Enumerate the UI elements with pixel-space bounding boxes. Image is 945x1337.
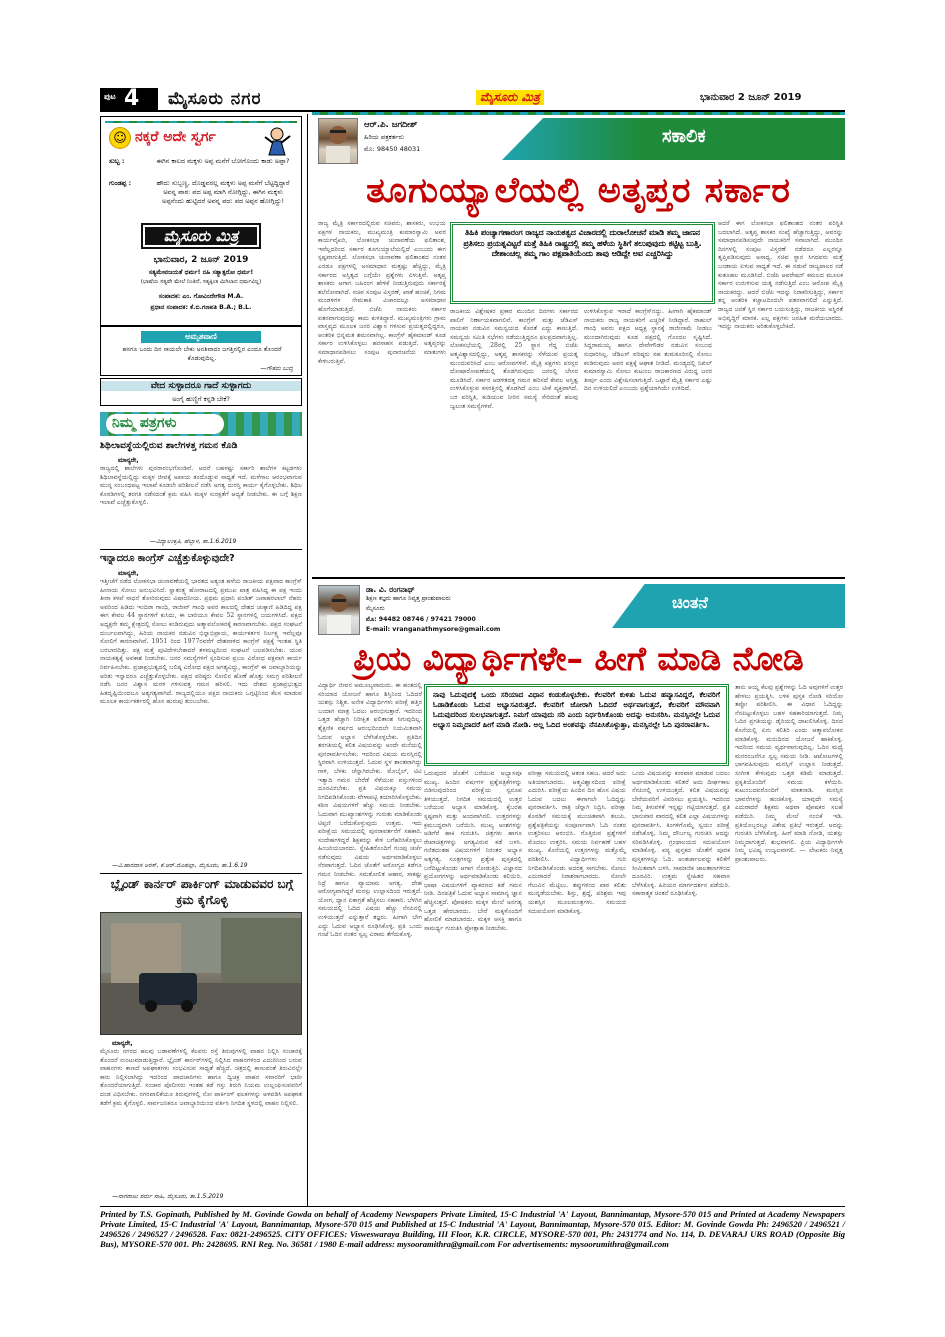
letter-3-salute: ಮಾನ್ಯರೇ, (112, 1039, 133, 1047)
letter-1-signature: —ವಿದ್ಯಾಲಂಕೃತಿ, ಹೆಬ್ಬಾಳ, ತಾ.1.6.2019 (150, 538, 237, 545)
footer-rule (100, 1206, 845, 1207)
letter-2-salute: ಮಾನ್ಯರೇ, (118, 569, 139, 577)
sakalika-pull-quote: ತಿಹಿಕಿ ಪಂಚ್ಯಾಗಣಾರಂಗ ರಾಜ್ಯದ ನಾಯಕತ್ವದ ವಿಚಾರದಲ್ಲಿ ದುರಾಲೋಚನೆ ಮಾಡಿ ತಮ್ಮ ಜಾಣನ ಪ್ರತಿಸಲು ಪ್ರಯತ್ನವಿಟ್ಟರೆ ಮತ್ತೆ ತಿಹಿಕಿ ರಾಷ್ಟ್ರದಲ್ಲಿ ತಮ್ಮ ಹಳೆಯ ಸ್ಥಿತಿಗೆ ತಲುಪುವುದು ಕಟ್ಟಿಟ್ಟ ಬುತ್ತಿ. ದೇಶಾಂಚಲ್ಲ ತಮ್ಮ ಗಾಂ ಪಕ್ಷಪಾತಿಯೆಂದು ತಾವು ಆಡಿದ್ದೇ ಅವ ಎಚ್ಚರಿಸಿದ್ದು (450, 222, 715, 304)
issue-date: ಭಾನುವಾರ, 2 ಜೂನ್ 2019 (153, 255, 249, 265)
sakalika-headline: ತೂಗುಯ್ಯಾಲೆಯಲ್ಲಿ ಅತೃಪ್ತರ ಸರ್ಕಾರ (366, 171, 791, 211)
section-divider (312, 577, 845, 579)
proverb-box (100, 378, 302, 406)
chief-editor-line: ಪ್ರಧಾನ ಸಂಪಾದಕ: ಕೆ.ಬಿ.ಗಣಪತಿ B.A.; B.L. (150, 304, 252, 311)
chintane-author-role: ಶಿಕ್ಷಣ ತಜ್ಞರು ಹಾಗೂ ನಿವೃತ್ತ ಪ್ರಾಂಶುಪಾಲರು (366, 595, 451, 602)
author-photo-1 (318, 118, 358, 164)
sakalika-col4: ಆದರೆ ಈಗ ಲೋಕಸಭಾ ಫಲಿತಾಂಶದ ನಂತರ ಪರಿಸ್ಥಿತಿ ಬದಲಾಗಿದೆ. ಅತೃಪ್ತ ಶಾಸಕರ ಸಂಖ್ಯೆ ಹೆಚ್ಚಾಗುತ್ತಿದ್ದು, ಅವರನ್ನು ಸಮಾಧಾನಪಡಿಸುವುದೇ ನಾಯಕರಿಗೆ ಸವಾಲಾಗಿದೆ. ಮುಂದಿನ ದಿನಗಳಲ್ಲಿ ಸಂಪುಟ ವಿಸ್ತರಣೆ ನಡೆದರೂ ಎಲ್ಲರನ್ನೂ ತೃಪ್ತಿಪಡಿಸುವುದು ಅಸಾಧ್ಯ. ಸಚಿವ ಸ್ಥಾನ ಸಿಗದವರು ಮತ್ತೆ ಬಂಡಾಯ ಏಳುವ ಸಾಧ್ಯತೆ ಇದೆ. ಈ ನಡುವೆ ರಾಜ್ಯಪಾಲರ ನಡೆ ಕುತೂಹಲ ಮೂಡಿಸಿದೆ. ಬಿಜೆಪಿ ಆಪರೇಷನ್ ಕಮಲದ ಮೂಲಕ ಸರ್ಕಾರ ಉರುಳಿಸುವ ಯತ್ನ ನಡೆಸುತ್ತಿದೆ ಎಂಬ ಆರೋಪ ಮೈತ್ರಿ ನಾಯಕರದ್ದು. ಆದರೆ ಬಿಜೆಪಿ ಇದನ್ನು ನಿರಾಕರಿಸುತ್ತಿದ್ದು, ಸರ್ಕಾರ ತನ್ನ ಆಂತರಿಕ ಕಚ್ಚಾಟದಿಂದಲೇ ಪತನವಾಗಲಿದೆ ಎನ್ನುತ್ತಿದೆ. ರಾಜ್ಯದ ಜನತೆ ಸ್ಥಿರ ಸರ್ಕಾರ ಬಯಸುತ್ತಿದ್ದು, ರಾಜಕೀಯ ಅಸ್ಥಿರತೆ ಅಭಿವೃದ್ಧಿಗೆ ಮಾರಕ. ಎಲ್ಲ ಪಕ್ಷಗಳು ಜನಹಿತ ಮರೆಯಬಾರದು. ಇದನ್ನು ನಾಯಕರು ಅರಿತುಕೊಳ್ಳಬೇಕಿದೆ. (718, 220, 843, 331)
chintane-column-tab (612, 584, 845, 628)
joke-box-stripe (105, 121, 297, 123)
chintane-author-name: ಡಾ. ವಿ. ರಂಗನಾಥ್ (366, 585, 415, 594)
tagline-translation: (ಭಾಷೆಯ ಸತ್ಯವೇ ಮೇಲೆ ನಿಂತಿದೆ, ಸತ್ಯಕ್ಕಿಂತ ಮಿಗಿಲಾದ ಧರ್ಮವಿಲ್ಲ) (140, 279, 262, 285)
letter-1-headline: ಶಿಥಿಲಾವಸ್ಥೆಯಲ್ಲಿರುವ ಶಾಲೆಗಳತ್ತ ಗಮನ ಕೊಡಿ (100, 440, 238, 451)
sakalika-author-name: ಆರ್.ಪಿ. ಜಗದೀಶ್ (364, 120, 418, 130)
tagline: ಸತ್ಯಮೇವಜಯತೆ ಧರ್ಮ! ನಹಿ ಸತ್ಯಾತ್ಪರೋ ಧರ್ಮ! (148, 269, 254, 276)
page-label: ಪುಟ (104, 92, 116, 101)
masthead-paper-logo: ಮೈಸೂರು ಮಿತ್ರ (476, 90, 544, 105)
letter-1-salute: ಮಾನ್ಯರೇ, (118, 456, 139, 464)
chintane-header (312, 580, 845, 638)
sakalika-header-stripe (312, 112, 845, 115)
chintane-headline: ಪ್ರಿಯ ವಿದ್ಯಾರ್ಥಿಗಳೇ– ಹೀಗೆ ಮಾಡಿ ನೋಡಿ (353, 639, 804, 678)
laughing-face-icon: ☺ (109, 127, 131, 149)
letter-3-body: ಮೈಸೂರು ನಗರದ ಹಲವು ಬಡಾವಣೆಗಳಲ್ಲಿ ಕೆಲವರು ರಸ್ತೆ ತಿರುವುಗಳಲ್ಲಿ ವಾಹನ ನಿಲ್ಲಿಸಿ ಸಂಚಾರಕ್ಕೆ ತೊಂದರೆ ಉಂಟುಮಾಡುತ್ತಿದ್ದಾರೆ. ಬ್ಲೈಂಡ್ ಕಾರ್ನರ್‌ಗಳಲ್ಲಿ ನಿಲ್ಲಿಸಿದ ವಾಹನಗಳಿಂದ ಎದುರಿನಿಂದ ಬರುವ ವಾಹನಗಳು ಕಾಣದೆ ಅಪಘಾತಗಳು ಸಂಭವಿಸುವ ಸಾಧ್ಯತೆ ಹೆಚ್ಚಿದೆ. ಚಿತ್ರದಲ್ಲಿ ಕಾಣುವಂತೆ ತಿರುವಿನಲ್ಲೇ ಕಾರು ನಿಲ್ಲಿಸಲಾಗಿದ್ದು ಇದರಿಂದ ಪಾದಚಾರಿಗಳು ಹಾಗೂ ದ್ವಿಚಕ್ರ ವಾಹನ ಸವಾರರಿಗೆ ಭಾರೀ ತೊಂದರೆಯಾಗುತ್ತಿದೆ. ಸಂಚಾರ ಪೊಲೀಸರು ಇಂತಹ ಕಡೆ ಗಸ್ತು ತಿರುಗಿ ನಿಯಮ ಉಲ್ಲಂಘಿಸುವವರಿಗೆ ದಂಡ ವಿಧಿಸಬೇಕು. ನಗರಪಾಲಿಕೆಯೂ ತಿರುವುಗಳಲ್ಲಿ ನೋ ಪಾರ್ಕಿಂಗ್ ಫಲಕಗಳನ್ನು ಅಳವಡಿಸಿ ಅಪಘಾತ ತಡೆಗೆ ಕ್ರಮ ಕೈಗೊಳ್ಳಲಿ. ಸಾರ್ವಜನಿಕರೂ ಜವಾಬ್ದಾರಿಯಿಂದ ವರ್ತಿಸಿ ನಿಗದಿತ ಸ್ಥಳದಲ್ಲಿ ವಾಹನ ನಿಲ್ಲಿಸಲಿ. (100, 1048, 302, 1107)
letter-2-body: ಇತ್ತೀಚೆಗೆ ನಡೆದ ಲೋಕಸಭಾ ಚುನಾವಣೆಯಲ್ಲಿ ಭಾರತದ ಅತ್ಯಂತ ಹಳೆಯ ರಾಜಕೀಯ ಪಕ್ಷವಾದ ಕಾಂಗ್ರೆಸ್ ಹೀನಾಯ ಸೋಲು ಅನುಭವಿಸಿದೆ. ಸ್ವಾತಂತ್ರ್ಯ ಹೋರಾಟದಲ್ಲಿ ಪ್ರಮುಖ ಪಾತ್ರ ವಹಿಸಿದ್ದ ಈ ಪಕ್ಷ ಇಂದು ತೀರಾ ಕಳಪೆ ಸಾಧನೆ ತೋರಿರುವುದು ವಿಷಾದನೀಯ. ಪ್ರಥಮ ಪ್ರಧಾನಿ ಪಂಡಿತ್ ಜವಾಹರಲಾಲ್ ನೆಹರು ಅವರಿಂದ ಹಿಡಿದು ಇಂದಿರಾ ಗಾಂಧಿ, ರಾಜೀವ್ ಗಾಂಧಿ ಅವರ ಕಾಲದಲ್ಲಿ ದೇಶದ ಚುಕ್ಕಾಣಿ ಹಿಡಿದಿದ್ದ ಪಕ್ಷ ಈಗ ಕೇವಲ 44 ಸ್ಥಾನಗಳಿಗೆ ಕುಸಿದು, ಈ ಬಾರಿಯೂ ಕೇವಲ 52 ಸ್ಥಾನಗಳಲ್ಲಿ ಜಯಗಳಿಸಿದೆ. ಪಕ್ಷದ ಅಧ್ಯಕ್ಷರೇ ತಮ್ಮ ಕ್ಷೇತ್ರದಲ್ಲಿ ಸೋಲು ಕಂಡಿರುವುದು ಆತ್ಮಾವಲೋಕನಕ್ಕೆ ಕಾರಣವಾಗಬೇಕು. ಪಕ್ಷದ ಸಂಘಟನೆ ದುರ್ಬಲವಾಗಿದ್ದು, ಹಿರಿಯ ನಾಯಕರ ನಡುವಿನ ಭಿನ್ನಾಭಿಪ್ರಾಯ, ಕಾರ್ಯಕರ್ತರ ನಿರ್ಲಕ್ಷ್ಯ ಇವೆಲ್ಲವೂ ಸೋಲಿಗೆ ಕಾರಣವಾಗಿವೆ. 1951 ರಿಂದ 1977ರವರೆಗೆ ದೇಶವಾಳಿದ ಕಾಂಗ್ರೆಸ್ ಪಕ್ಷಕ್ಕೆ ಇಂತಹ ಸ್ಥಿತಿ ಬರಬಾರದಿತ್ತು. ಪಕ್ಷ ಮತ್ತೆ ಪುಟಿದೇಳಬೇಕಾದರೆ ತಳಮಟ್ಟದಿಂದ ಸಂಘಟನೆ ಬಲಪಡಿಸಬೇಕು. ಯುವ ನಾಯಕತ್ವಕ್ಕೆ ಅವಕಾಶ ನೀಡಬೇಕು. ಜನರ ಸಮಸ್ಯೆಗಳಿಗೆ ಸ್ಪಂದಿಸುವ ಪ್ರಬಲ ವಿರೋಧ ಪಕ್ಷವಾಗಿ ಕಾರ್ಯ ನಿರ್ವಹಿಸಬೇಕು. ಪ್ರಜಾಪ್ರಭುತ್ವದಲ್ಲಿ ಬಲಿಷ್ಠ ವಿರೋಧ ಪಕ್ಷದ ಅಗತ್ಯವಿದ್ದು, ಕಾಂಗ್ರೆಸ್ ಈ ಜವಾಬ್ದಾರಿಯನ್ನು ಅರಿತು ಇನ್ನಾದರೂ ಎಚ್ಚೆತ್ತುಕೊಳ್ಳಬೇಕು. ಪಕ್ಷದ ವರಿಷ್ಠರು ಸೋಲಿನ ಹೊಣೆ ಹೊತ್ತು ಸಮಗ್ರ ಪರಿಶೀಲನೆ ನಡೆಸಿ ಜನರ ವಿಶ್ವಾಸ ಮರಳಿ ಗಳಿಸುವತ್ತ ಗಮನ ಹರಿಸಲಿ. ಇದು ದೇಶದ ಪ್ರಜಾಪ್ರಭುತ್ವದ ಹಿತದೃಷ್ಟಿಯಿಂದಲೂ ಅತ್ಯಗತ್ಯವಾಗಿದೆ. ರಾಜ್ಯದಲ್ಲಿಯೂ ಪಕ್ಷದ ನಾಯಕರು ಒಗ್ಗಟ್ಟಿನಿಂದ ಕೆಲಸ ಮಾಡುವ ಮೂಲಕ ಕಾರ್ಯಕರ್ತರಲ್ಲಿ ಹೊಸ ಹುರುಪು ತುಂಬಬೇಕು. (100, 578, 302, 706)
paper-logo-text: ಮೈಸೂರು ಮಿತ್ರ (163, 227, 239, 245)
chintane-author-email[interactable]: E-mail: vranganathmysore@gmail.com (366, 626, 501, 633)
letter-3-signature: —ನಾಗರಾಜು ಶರ್ಮ ಸಾಹಿ, ಮೈಸೂರು, ತಾ.1.5.2019 (112, 1193, 224, 1200)
amrutavani-text: ಹಸಗೂ ಒಂದು ದಿನ ಸಾಯಲೇ ಬೇಕು ಅನತಿವಾದಂ ಜಗತ್ತಿನಲ್ಲಿನ ಎಂದೂ ತೊಂದರೆ ಕೊಡುವುದಿಲ್ಲ. (122, 346, 282, 362)
sakalika-col2: ರಾಜಕೀಯ ವಿಶ್ಲೇಷಕರ ಪ್ರಕಾರ ಮುಂದಿನ ದಿನಗಳು ಸರ್ಕಾರದ ಪಾಲಿಗೆ ನಿರ್ಣಾಯಕವಾಗಲಿವೆ. ಕಾಂಗ್ರೆಸ್ ಮತ್ತು ಜೆಡಿಎಸ್ ನಾಯಕರ ನಡುವಿನ ಸಮನ್ವಯದ ಕೊರತೆ ಎದ್ದು ಕಾಣುತ್ತಿದೆ. ಸಮನ್ವಯ ಸಮಿತಿ ಸಭೆಗಳು ನಡೆಯುತ್ತಿದ್ದರೂ ಫಲಪ್ರದವಾಗುತ್ತಿಲ್ಲ. ಲೋಕಸಭೆಯಲ್ಲಿ 28ರಲ್ಲಿ 25 ಸ್ಥಾನ ಗೆದ್ದ ಬಿಜೆಪಿ ಆತ್ಮವಿಶ್ವಾಸದಲ್ಲಿದ್ದು, ಅತೃಪ್ತ ಶಾಸಕರನ್ನು ಸೆಳೆಯುವ ಪ್ರಯತ್ನ ಮುಂದುವರಿಸಿದೆ ಎಂಬ ಆರೋಪಗಳಿವೆ. ಮೈತ್ರಿ ಪಕ್ಷಗಳು ಪರಸ್ಪರ ದೋಷಾರೋಪಣೆಯಲ್ಲಿ ತೊಡಗಿರುವುದು ಜನರಲ್ಲಿ ಬೇಸರ ಮೂಡಿಸಿದೆ. ಸರ್ಕಾರ ಆಡಳಿತದತ್ತ ಗಮನ ಹರಿಸದೆ ಕೇವಲ ಅಸ್ತಿತ್ವ ಉಳಿಸಿಕೊಳ್ಳುವ ಕಸರತ್ತಿನಲ್ಲಿ ತೊಡಗಿದೆ ಎಂಬ ಟೀಕೆ ವ್ಯಕ್ತವಾಗಿದೆ. ಬರ ಪರಿಸ್ಥಿತಿ, ಕುಡಿಯುವ ನೀರಿನ ಸಮಸ್ಯೆ ಸೇರಿದಂತೆ ಹಲವು ಜ್ವಲಂತ ಸಮಸ್ಯೆಗಳಿವೆ. (450, 308, 578, 410)
letter-2-signature: —ವಿ.ಹಾರದಾಸ ಅರಸ್, ಕೆ.ಆರ್.ಮೊಹಲ್ಲಾ, ಮೈಸೂರು, ತಾ.1.6.19 (112, 862, 248, 869)
amrutavani-credit: —ಗೌತಮ ಬುದ್ಧ (260, 365, 293, 372)
chintane-col1: ವಿದ್ಯಾರ್ಥಿ ಜೀವನ ಅಮೂಲ್ಯವಾದುದು. ಈ ಹಂತದಲ್ಲಿ ಸರಿಯಾದ ಯೋಜನೆ ಹಾಗೂ ಶಿಸ್ತಿನಿಂದ ಓದಿದರೆ ಯಶಸ್ಸು ನಿಶ್ಚಿತ. ಅನೇಕ ವಿದ್ಯಾರ್ಥಿಗಳು ಪರೀಕ್ಷೆ ಹತ್ತಿರ ಬಂದಾಗ ಮಾತ್ರ ಓದಲು ಆರಂಭಿಸುತ್ತಾರೆ. ಇದರಿಂದ ಒತ್ತಡ ಹೆಚ್ಚಾಗಿ ನಿರೀಕ್ಷಿತ ಫಲಿತಾಂಶ ಸಿಗುವುದಿಲ್ಲ. ಶೈಕ್ಷಣಿಕ ವರ್ಷದ ಆರಂಭದಿಂದಲೇ ನಿಯಮಿತವಾಗಿ ಓದುವ ಅಭ್ಯಾಸ ಬೆಳೆಸಿಕೊಳ್ಳಬೇಕು. ಪ್ರತಿದಿನ ತರಗತಿಯಲ್ಲಿ ಕಲಿತ ವಿಷಯವನ್ನು ಅಂದೇ ಮನೆಯಲ್ಲಿ ಪುನರಾವರ್ತಿಸಬೇಕು. ಇದರಿಂದ ವಿಷಯ ಮನಸ್ಸಿನಲ್ಲಿ ಸ್ಥಿರವಾಗಿ ಉಳಿಯುತ್ತದೆ. ಓದುವ ಸ್ಥಳ ಶಾಂತವಾಗಿದ್ದು ಗಾಳಿ, ಬೆಳಕು ಚೆನ್ನಾಗಿರಬೇಕು. ಮೊಬೈಲ್, ಟಿವಿ ಇತ್ಯಾದಿ ಗಮನ ಬೇರೆಡೆ ಸೆಳೆಯುವ ವಸ್ತುಗಳಿಂದ ದೂರವಿರಬೇಕು. ಪ್ರತಿ ವಿಷಯಕ್ಕೂ ಸಮಯ ನಿಗದಿಪಡಿಸಿಕೊಂಡು ವೇಳಾಪಟ್ಟಿ ತಯಾರಿಸಿಕೊಳ್ಳಬೇಕು. ಕಠಿಣ ವಿಷಯಗಳಿಗೆ ಹೆಚ್ಚು ಸಮಯ ನೀಡಬೇಕು. ಓದುವಾಗ ಮುಖ್ಯಾಂಶಗಳನ್ನು ಗುರುತು ಮಾಡಿಕೊಂಡು ಟಿಪ್ಪಣಿ ಬರೆದುಕೊಳ್ಳುವುದು ಉತ್ತಮ. ಇದು ಪರೀಕ್ಷೆಯ ಸಮಯದಲ್ಲಿ ಪುನರಾವರ್ತನೆಗೆ ಸಹಕಾರಿ. ಸಂದೇಹಗಳಿದ್ದರೆ ಶಿಕ್ಷಕರನ್ನು ಕೇಳಿ ಬಗೆಹರಿಸಿಕೊಳ್ಳಲು ಹಿಂಜರಿಯಬಾರದು. ಸ್ನೇಹಿತರೊಂದಿಗೆ ಗುಂಪು ಚರ್ಚೆ ನಡೆಸುವುದು ವಿಷಯ ಅರ್ಥಮಾಡಿಕೊಳ್ಳಲು ನೆರವಾಗುತ್ತದೆ. ಓದಿನ ಜೊತೆಗೆ ಆರೋಗ್ಯದ ಕಡೆಗೂ ಗಮನ ನೀಡಬೇಕು. ಸಮತೋಲಿತ ಆಹಾರ, ಸಾಕಷ್ಟು ನಿದ್ರೆ ಹಾಗೂ ವ್ಯಾಯಾಮ ಅಗತ್ಯ. ದೇಹ ಆರೋಗ್ಯವಾಗಿದ್ದರೆ ಮನಸ್ಸು ಉಲ್ಲಾಸದಿಂದ ಇರುತ್ತದೆ. ಯೋಗ, ಧ್ಯಾನ ಏಕಾಗ್ರತೆ ಹೆಚ್ಚಿಸಲು ಸಹಕಾರಿ. ಬೆಳಗಿನ ಸಮಯದಲ್ಲಿ ಓದಿದ ವಿಷಯ ಹೆಚ್ಚು ನೆನಪಿನಲ್ಲಿ ಉಳಿಯುತ್ತದೆ ಎನ್ನುತ್ತಾರೆ ತಜ್ಞರು. ಹೀಗಾಗಿ ಬೇಗ ಎದ್ದು ಓದುವ ಅಭ್ಯಾಸ ರೂಢಿಸಿಕೊಳ್ಳಿ. ಪ್ರತಿ ಒಂದು ಗಂಟೆ ಓದಿನ ನಂತರ ಸ್ವಲ್ಪ ವಿರಾಮ ತೆಗೆದುಕೊಳ್ಳಿ. (318, 682, 422, 939)
footer-imprint: Printed by T.S. Gopinath, Published by M. Govinde Gowda on behalf of Academy Newspapers Private Limited, 15-C Industrial 'A' Layout, Bannimantap, Mysore-570 015 and Printed at Academy Newspapers Private Limited, 15-C Industrial 'A' Layout, Bannimantap, Mysore-570 015 and Published at 15-C Industrial 'A' Layout, Bannimantap, Mysore-570 015. Editor: M. Govinde Gowda Ph: 2496520 / 2496521 / 2496526 / 2496527 / 2496528. Fax: 0821-2496525. CITY OFFICES: Visweswaraya Building, III Floor, K.R. CIRCLE, MYSORE-570 001, Ph: 2431774 and No. 114, D. DEVARAJ URS ROAD (Opposite Big Bus), MYSORE-570 001. Ph: 2428695. RNI Reg. No. 36581 / 1980 E-mail address: mysooramithra@gmail.com For advertisements: mysoorumithra@gmail.com (100, 1209, 845, 1249)
chintane-column-name: ಚಿಂತನೆ (672, 593, 708, 612)
author-photo-2 (318, 585, 360, 635)
amrutavani-box (100, 326, 302, 376)
sakalika-col3: ಉಳಿಸಿಕೊಳ್ಳುವ ಇರಾದೆ ಕಾಂಗ್ರೆಸ್‌ನದ್ದು. ಹೀಗಾಗಿ ಹೈಕಮಾಂಡ್ ನಾಯಕರು ರಾಜ್ಯ ನಾಯಕರಿಗೆ ಎಚ್ಚರಿಕೆ ನೀಡಿದ್ದಾರೆ. ರಾಹುಲ್ ಗಾಂಧಿ ಅವರು ಪಕ್ಷದ ಅಧ್ಯಕ್ಷ ಸ್ಥಾನಕ್ಕೆ ರಾಜೀನಾಮೆ ನೀಡಲು ಮುಂದಾಗಿರುವುದು ಕೂಡ ಪಕ್ಷದಲ್ಲಿ ಗೊಂದಲ ಸೃಷ್ಟಿಸಿದೆ. ಸಿದ್ದರಾಮಯ್ಯ ಹಾಗೂ ದೇವೇಗೌಡರ ನಡುವಿನ ಸಂಬಂಧ ಸುಧಾರಿಸಿಲ್ಲ. ಜೆಡಿಎಸ್ ವರಿಷ್ಠರು ಸಹ ತುಮಕೂರಿನಲ್ಲಿ ಸೋಲು ಕಂಡಿರುವುದು ಅವರ ಪಕ್ಷಕ್ಕೆ ಆಘಾತ ನೀಡಿದೆ. ಮಂಡ್ಯದಲ್ಲಿ ನಿಖಿಲ್ ಕುಮಾರಸ್ವಾಮಿ ಸೋಲು ಕುಟುಂಬ ರಾಜಕಾರಣದ ವಿರುದ್ಧ ಜನರ ತೀರ್ಪು ಎಂದು ವಿಶ್ಲೇಷಿಸಲಾಗುತ್ತಿದೆ. ಒಟ್ಟಾರೆ ಮೈತ್ರಿ ಸರ್ಕಾರ ಎಷ್ಟು ದಿನ ಉಳಿಯಲಿದೆ ಎಂಬುದು ಪ್ರಶ್ನೆಯಾಗಿಯೇ ಉಳಿದಿದೆ. (584, 308, 712, 393)
letters-banner-label: ನಿಮ್ಮ ಪತ್ರಗಳು (112, 415, 177, 431)
sakalika-author-role: ಹಿರಿಯ ಪತ್ರಕರ್ತರು (364, 133, 405, 141)
page-number-block (100, 88, 158, 110)
joke-box-title: ನಕ್ಕರೆ ಅದೇ ಸ್ವರ್ಗ (135, 129, 216, 145)
amrutavani-title: ಅಮೃತವಾಣಿ (185, 332, 217, 341)
divider (100, 549, 302, 550)
left-top-box (100, 116, 302, 326)
chintane-col3: ಪರೀಕ್ಷಾ ಸಮಯದಲ್ಲಿ ಆತಂಕ ಸಹಜ. ಆದರೆ ಅದು ಅತಿಯಾಗಬಾರದು. ಆತ್ಮವಿಶ್ವಾಸದಿಂದ ಪರೀಕ್ಷೆ ಎದುರಿಸಿ. ಪರೀಕ್ಷೆಯ ಹಿಂದಿನ ದಿನ ಹೊಸ ವಿಷಯ ಓದುವ ಬದಲು ಈಗಾಗಲೇ ಓದಿದ್ದನ್ನು ಪುನರಾವರ್ತಿಸಿ. ರಾತ್ರಿ ಚೆನ್ನಾಗಿ ನಿದ್ರಿಸಿ. ಪರೀಕ್ಷಾ ಕೊಠಡಿಗೆ ಸಮಯಕ್ಕೆ ಮುಂಚಿತವಾಗಿ ತಲುಪಿ. ಪ್ರಶ್ನೆಪತ್ರಿಕೆಯನ್ನು ಸಂಪೂರ್ಣವಾಗಿ ಓದಿ ನಂತರ ಉತ್ತರಿಸಲು ಆರಂಭಿಸಿ. ಗೊತ್ತಿರುವ ಪ್ರಶ್ನೆಗಳಿಗೆ ಮೊದಲು ಉತ್ತರಿಸಿ. ಸಮಯ ನಿರ್ವಹಣೆ ಬಹಳ ಮುಖ್ಯ. ಕೊನೆಯಲ್ಲಿ ಉತ್ತರಗಳನ್ನು ಮತ್ತೊಮ್ಮೆ ಪರಿಶೀಲಿಸಿ. ವಿದ್ಯಾರ್ಥಿಗಳು ಗುರಿ ನಿಗದಿಪಡಿಸಿಕೊಂಡು ಅದರತ್ತ ಸಾಗಬೇಕು. ಸೋಲು ಎದುರಾದರೆ ನಿರಾಶರಾಗಬಾರದು. ಸೋಲೇ ಗೆಲುವಿನ ಮೆಟ್ಟಿಲು. ತಪ್ಪುಗಳಿಂದ ಪಾಠ ಕಲಿತು ಮುನ್ನಡೆಯಬೇಕು. ಶಿಸ್ತು, ಶ್ರದ್ಧೆ, ಪರಿಶ್ರಮ ಇವು ಯಶಸ್ಸಿನ ಮೂಲಮಂತ್ರಗಳು. ಸಮಯದ ಸದುಪಯೋಗ ಮಾಡಿಕೊಳ್ಳಿ. (528, 770, 626, 915)
chintane-pull-quote: ನಾವು ಓದುವುದಕ್ಕೆ ಒಂದು ಸರಿಯಾದ ವಿಧಾನ ಕಂಡುಕೊಳ್ಳಬೇಕು. ಕೆಲವರಿಗೆ ಕುಳಿತು ಓದುವ ಹವ್ಯಾಸವಿದ್ದರೆ, ಕೆಲವರಿಗೆ ಓಡಾಡಿಕೊಂಡು ಓದುವ ಅಭ್ಯಾಸವಿರುತ್ತದೆ. ಕೆಲವರಿಗೆ ಜೋರಾಗಿ ಓದಿದರೆ ಅರ್ಥವಾಗುತ್ತದೆ, ಕೆಲವರಿಗೆ ಮೌನವಾಗಿ ಓದುವುದರಿಂದ ಸುಲಭವಾಗುತ್ತದೆ. ನಿಮಗೆ ಯಾವುದು ಸರಿ ಎಂದು ನಿರ್ಧರಿಸಿಕೊಂಡು ಅದನ್ನು ಅನುಸರಿಸಿ. ಮನಸ್ಸಿನಲ್ಲೇ ಓದುವ ಅಭ್ಯಾಸ ನಿಮ್ಮದಾದರೆ ಹೀಗೆ ಮಾಡಿ ನೋಡಿ. ಅಲ್ಲ ಓದಿದ ಅಂಶವನ್ನು ನೆನಪಿಸಿಕೊಳ್ಳುತ್ತಾ, ಮನಸ್ಸಿನಲ್ಲೇ ಓದಿ ಪುನರಾವರ್ತಿಸಿ. (424, 684, 729, 766)
joke-line-2-speaker: ಗುಂಡಪ್ಪ : (109, 179, 132, 187)
chintane-col4: ಒಂದು ವಿಷಯವನ್ನು ಕಂಠಪಾಠ ಮಾಡುವ ಬದಲು ಅರ್ಥಮಾಡಿಕೊಂಡು ಕಲಿತರೆ ಅದು ದೀರ್ಘಕಾಲ ನೆನಪಿನಲ್ಲಿ ಉಳಿಯುತ್ತದೆ. ಕಲಿತ ವಿಷಯವನ್ನು ಬೇರೆಯವರಿಗೆ ವಿವರಿಸಲು ಪ್ರಯತ್ನಿಸಿ. ಇದರಿಂದ ನಿಮ್ಮ ತಿಳುವಳಿಕೆ ಇನ್ನಷ್ಟು ಗಟ್ಟಿಯಾಗುತ್ತದೆ. ಪ್ರತಿ ಭಾನುವಾರ ವಾರದಲ್ಲಿ ಕಲಿತ ಎಲ್ಲಾ ವಿಷಯಗಳನ್ನು ಪುನರಾವರ್ತಿಸಿ. ತಿಂಗಳಿಗೊಮ್ಮೆ ಸ್ವಯಂ ಪರೀಕ್ಷೆ ನಡೆಸಿಕೊಳ್ಳಿ. ನಿಮ್ಮ ದೌರ್ಬಲ್ಯ ಗುರುತಿಸಿ ಅದನ್ನು ಸರಿಪಡಿಸಿಕೊಳ್ಳಿ. ಗ್ರಂಥಾಲಯದ ಸದುಪಯೋಗ ಮಾಡಿಕೊಳ್ಳಿ. ಪಠ್ಯ ಪುಸ್ತಕದ ಜೊತೆಗೆ ಪೂರಕ ಪುಸ್ತಕಗಳನ್ನೂ ಓದಿ. ಅಂತರ್ಜಾಲವನ್ನು ಕಲಿಕೆಗೆ ಸೀಮಿತವಾಗಿ ಬಳಸಿ. ಸಾಮಾಜಿಕ ಜಾಲತಾಣಗಳಿಂದ ದೂರವಿರಿ. ಉತ್ತಮ ಸ್ನೇಹಿತರ ಸಹವಾಸ ಬೆಳೆಸಿಕೊಳ್ಳಿ. ಹಿರಿಯರ ಮಾರ್ಗದರ್ಶನ ಪಡೆಯಿರಿ. ಸಕಾರಾತ್ಮಕ ಚಿಂತನೆ ರೂಢಿಸಿಕೊಳ್ಳಿ. (632, 770, 730, 898)
chintane-col5: ತಾನು ಆಯ್ದ ಕೆಲವು ಪ್ರಶ್ನೆಗಳನ್ನು ಓದಿ ಅವುಗಳಿಗೆ ಉತ್ತರ ಹೇಳಲು ಪ್ರಯತ್ನಿಸಿ. ಬಳಿಕ ಪುಸ್ತಕ ನೋಡಿ ಸರಿಯೋ ತಪ್ಪೋ ಪರಿಶೀಲಿಸಿ. ಈ ವಿಧಾನ ಓದಿದ್ದನ್ನು ನೆನಪಿಟ್ಟುಕೊಳ್ಳಲು ಬಹಳ ಸಹಕಾರಿಯಾಗುತ್ತದೆ. ನಿಮ್ಮ ಓದಿನ ಪ್ರಗತಿಯನ್ನು ಡೈರಿಯಲ್ಲಿ ದಾಖಲಿಸಿಕೊಳ್ಳಿ. ದಿನದ ಕೊನೆಯಲ್ಲಿ ಏನು ಕಲಿತಿರಿ ಎಂದು ಆತ್ಮಾವಲೋಕನ ಮಾಡಿಕೊಳ್ಳಿ. ಮರುದಿನದ ಯೋಜನೆ ಹಾಕಿಕೊಳ್ಳಿ. ಇದರಿಂದ ಸಮಯ ವ್ಯರ್ಥವಾಗುವುದಿಲ್ಲ. ಓದಿನ ಮಧ್ಯೆ ಮನರಂಜನೆಗೂ ಸ್ವಲ್ಪ ಸಮಯ ನೀಡಿ. ಆಟೋಟಗಳಲ್ಲಿ ಭಾಗವಹಿಸುವುದು ಮನಸ್ಸಿಗೆ ಉಲ್ಲಾಸ ನೀಡುತ್ತದೆ. ಸಂಗೀತ ಕೇಳುವುದು ಒತ್ತಡ ಕಡಿಮೆ ಮಾಡುತ್ತದೆ. ಪ್ರಕೃತಿಯೊಂದಿಗೆ ಸಮಯ ಕಳೆಯಿರಿ. ಕುಟುಂಬದವರೊಂದಿಗೆ ಮಾತನಾಡಿ. ಮನಸ್ಸಿನ ಭಾವನೆಗಳನ್ನು ಹಂಚಿಕೊಳ್ಳಿ. ಯಾವುದೇ ಸಮಸ್ಯೆ ಎದುರಾದರೆ ಶಿಕ್ಷಕರು ಅಥವಾ ಪೋಷಕರ ಸಲಹೆ ಪಡೆಯಿರಿ. ನಿಮ್ಮ ಮೇಲೆ ನಂಬಿಕೆ ಇಡಿ. ಪ್ರತಿಯೊಬ್ಬರಲ್ಲೂ ವಿಶೇಷ ಪ್ರತಿಭೆ ಇರುತ್ತದೆ. ಅದನ್ನು ಗುರುತಿಸಿ ಬೆಳೆಸಿಕೊಳ್ಳಿ. ಹೀಗೆ ಮಾಡಿ ನೋಡಿ, ಯಶಸ್ಸು ನಿಮ್ಮದಾಗುತ್ತದೆ. ಶುಭವಾಗಲಿ. ಪ್ರಿಯ ವಿದ್ಯಾರ್ಥಿಗಳೇ ನಿಮ್ಮ ಭವಿಷ್ಯ ಉಜ್ವಲವಾಗಲಿ. — ಲೇಖಕರು ನಿವೃತ್ತ ಪ್ರಾಂಶುಪಾಲರು. (735, 684, 843, 863)
editor-line: ಸಂಪಾದಕ: ಎಂ. ಗೋವಿಂದೇಗೌಡ M.A. (158, 293, 244, 300)
sakalika-author-phone: ಮೊ: 98450 48031 (364, 145, 421, 153)
page-number: 4 (124, 86, 140, 111)
sakalika-col1: ರಾಜ್ಯ ಮೈತ್ರಿ ಸರ್ಕಾರದಲ್ಲಿರುವ ಸಚಿವರು, ಶಾಸಕರು, ಉಭಯ ಪಕ್ಷಗಳ ನಾಯಕರು, ಮುಖ್ಯಮಂತ್ರಿ ಕುಮಾರಸ್ವಾಮಿ ಅವರ ಕಾರ್ಯವೈಖರಿ, ಲೋಕಸಭಾ ಚುನಾವಣೆಯ ಫಲಿತಾಂಶ, ಇವೆಲ್ಲದರಿಂದ ಸರ್ಕಾರ ತೂಗುಯ್ಯಾಲೆಯಲ್ಲಿದೆ ಎಂಬುದು ಈಗ ಸ್ಪಷ್ಟವಾಗುತ್ತಿದೆ. ಲೋಕಸಭಾ ಚುನಾವಣಾ ಫಲಿತಾಂಶದ ನಂತರ ಎರಡೂ ಪಕ್ಷಗಳಲ್ಲಿ ಅಸಮಾಧಾನ ಮತ್ತಷ್ಟು ಹೆಚ್ಚಿದ್ದು, ಮೈತ್ರಿ ಸರ್ಕಾರದ ಅಸ್ತಿತ್ವದ ಬಗ್ಗೆಯೇ ಪ್ರಶ್ನೆಗಳು ಏಳುತ್ತಿವೆ. ಅತೃಪ್ತ ಶಾಸಕರು ಆಗಾಗ ಬಹಿರಂಗ ಹೇಳಿಕೆ ನೀಡುತ್ತಿರುವುದು ಸರ್ಕಾರಕ್ಕೆ ತಲೆನೋವಾಗಿದೆ. ಸಚಿವ ಸಂಪುಟ ವಿಸ್ತರಣೆ, ಖಾತೆ ಹಂಚಿಕೆ, ನಿಗಮ ಮಂಡಳಿಗಳ ನೇಮಕಾತಿ ವಿಚಾರದಲ್ಲೂ ಅಸಮಾಧಾನ ಹೊಗೆಯಾಡುತ್ತಿದೆ. ಬಿಜೆಪಿ ನಾಯಕರು ಸರ್ಕಾರ ಪತನವಾಗುವುದನ್ನು ಕಾದು ಕುಳಿತಿದ್ದಾರೆ. ಮುಖ್ಯಮಂತ್ರಿಗಳು ಗ್ರಾಮ ವಾಸ್ತವ್ಯದ ಮೂಲಕ ಜನರ ವಿಶ್ವಾಸ ಗಳಿಸುವ ಪ್ರಯತ್ನದಲ್ಲಿದ್ದರೂ, ಆಂತರಿಕ ಭಿನ್ನಮತ ಶಮನವಾಗಿಲ್ಲ. ಕಾಂಗ್ರೆಸ್ ಹೈಕಮಾಂಡ್ ಕೂಡ ಸರ್ಕಾರ ಉಳಿಸಿಕೊಳ್ಳಲು ಹರಸಾಹಸ ಪಡುತ್ತಿದೆ. ಅತೃಪ್ತರನ್ನು ಸಮಾಧಾನಪಡಿಸಲು ಸಂಪುಟ ಪುನಾರಚನೆಯ ಮಾತುಗಳು ಕೇಳಿಬರುತ್ತಿವೆ. (318, 220, 446, 365)
column-divider (307, 114, 308, 1206)
divider (100, 873, 302, 874)
chintane-author-city: ಮೈಸೂರು (366, 605, 385, 612)
letters-banner (100, 412, 302, 436)
chintane-author-phone: ಮೊ: 94482 08746 / 97421 79000 (366, 616, 476, 623)
cartoon-man-icon (261, 125, 293, 157)
chintane-col2: ಓದುವುದರ ಜೊತೆಗೆ ಬರೆಯುವ ಅಭ್ಯಾಸವೂ ಮುಖ್ಯ. ಹಿಂದಿನ ವರ್ಷಗಳ ಪ್ರಶ್ನೆಪತ್ರಿಕೆಗಳನ್ನು ಬಿಡಿಸುವುದರಿಂದ ಪರೀಕ್ಷೆಯ ಸ್ವರೂಪ ತಿಳಿಯುತ್ತದೆ. ನಿಗದಿತ ಸಮಯದಲ್ಲಿ ಉತ್ತರ ಬರೆಯುವ ಅಭ್ಯಾಸ ಮಾಡಿಕೊಳ್ಳಿ. ಕೈಬರಹ ಸ್ಪಷ್ಟವಾಗಿ ಮತ್ತು ಅಂದವಾಗಿರಲಿ. ಉತ್ತರಗಳನ್ನು ಕ್ರಮಬದ್ಧವಾಗಿ ಬರೆಯಿರಿ. ಮುಖ್ಯ ಅಂಶಗಳನ್ನು ಅಡಿಗೆರೆ ಹಾಕಿ ಗುರುತಿಸಿ. ಚಿತ್ರಗಳು ಹಾಗೂ ರೇಖಾಚಿತ್ರಗಳನ್ನು ಅಗತ್ಯವಿರುವ ಕಡೆ ಬಳಸಿ. ಗಣಿತದಂತಹ ವಿಷಯಗಳಿಗೆ ನಿರಂತರ ಅಭ್ಯಾಸ ಅತ್ಯಗತ್ಯ. ಸೂತ್ರಗಳನ್ನು ಪ್ರತ್ಯೇಕ ಪುಸ್ತಕದಲ್ಲಿ ಬರೆದಿಟ್ಟುಕೊಂಡು ಆಗಾಗ ನೋಡುತ್ತಿರಿ. ವಿಜ್ಞಾನದ ಪ್ರಯೋಗಗಳನ್ನು ಅರ್ಥಮಾಡಿಕೊಂಡು ಕಲಿಯಿರಿ. ಭಾಷಾ ವಿಷಯಗಳಿಗೆ ವ್ಯಾಕರಣದ ಕಡೆ ಗಮನ ನೀಡಿ. ದಿನಪತ್ರಿಕೆ ಓದುವ ಅಭ್ಯಾಸ ಸಾಮಾನ್ಯ ಜ್ಞಾನ ಹೆಚ್ಚಿಸುತ್ತದೆ. ಪೋಷಕರು ಮಕ್ಕಳ ಮೇಲೆ ಅನಗತ್ಯ ಒತ್ತಡ ಹೇರಬಾರದು. ಬೇರೆ ಮಕ್ಕಳೊಂದಿಗೆ ಹೋಲಿಕೆ ಮಾಡಬಾರದು. ಮಕ್ಕಳ ಆಸಕ್ತಿ ಹಾಗೂ ಸಾಮರ್ಥ್ಯ ಗುರುತಿಸಿ ಪ್ರೋತ್ಸಾಹ ನೀಡಬೇಕು. (424, 770, 522, 932)
street-parking-photo (100, 912, 302, 1035)
joke-line-1-speaker: ಸುಬ್ಬ : (109, 157, 125, 165)
masthead-date: ಭಾನುವಾರ 2 ಜೂನ್ 2019 (700, 92, 802, 103)
sakalika-column-name: ಸಕಾಲಿಕ (662, 126, 706, 147)
proverb-text: ಅಂಗೈ ಹುಣ್ಣಿಗೆ ಕನ್ನಡಿ ಬೇಕೆ? (172, 395, 230, 403)
sakalika-header (312, 112, 845, 164)
joke-line-1-text: ಈಗಿನ ಕಾಲದ ಮಕ್ಕಳು ಅಪ್ಪ ಮನೆಗೆ ಬೋಗೊಂದು ಕಾಡು ಅಪ್ಪಾ? (156, 157, 290, 165)
letter-3-headline: ಬ್ಲೈಂಡ್ ಕಾರ್ನರ್ ಪಾರ್ಕಿಂಗ್ ಮಾಡುವವರ ಬಗ್ಗೆ ಕ್ರಮ ಕೈಗೊಳ್ಳಿ (110, 877, 294, 907)
joke-line-2-text: ಹೌದು ಸುಬ್ಬಣ್ಣ, ದೊಡ್ಡವರಲ್ಲ ಮಕ್ಕಳು ಅಪ್ಪ ಮನೆಗೆ ಬೆಟ್ಟದ್ದಿದ್ದಾರೆ ಅವನ್ನ ಪಾಠ: ಪದ ಅಪ್ಪ ಮಾಗಿ ನೋಗ್ಗಿದ್ದು, ಈಗಿನ ಮಕ್ಕಳು ಅಪ್ಪನೆಂದು ಹುಟ್ಟಿದರೆ ಅವನ್ನ ಪದ: ಪದ ಅಪ್ಪನ ಹೋಗ್ಗಿದ್ದು! (156, 179, 290, 205)
letter-2-headline: ಇನ್ನಾದರೂ ಕಾಂಗ್ರೆಸ್ ಎಚ್ಚೆತ್ತುಕೊಳ್ಳುವುದೇ? (100, 553, 235, 564)
letter-1-body: ರಾಜ್ಯದಲ್ಲಿ ಶಾಲೆಗಳು ಪುನರಾರಂಭಗೊಂಡಿವೆ. ಆದರೆ ಬಹಳಷ್ಟು ಸರ್ಕಾರಿ ಶಾಲೆಗಳ ಕಟ್ಟಡಗಳು ಶಿಥಿಲಾವಸ್ಥೆಯಲ್ಲಿದ್ದು ಮಕ್ಕಳ ಜೀವಕ್ಕೆ ಅಪಾಯ ತಂದೊಡ್ಡುವ ಸಾಧ್ಯತೆ ಇದೆ. ಮಳೆಗಾಲ ಆರಂಭವಾಗುವ ಮುನ್ನ ಸಂಬಂಧಪಟ್ಟ ಇಲಾಖೆ ಕೂಡಲೇ ಪರಿಶೀಲನೆ ನಡೆಸಿ ಅಗತ್ಯ ದುರಸ್ತಿ ಕಾರ್ಯ ಕೈಗೊಳ್ಳಬೇಕು. ಶಿಥಿಲ ಕೊಠಡಿಗಳಲ್ಲಿ ತರಗತಿ ನಡೆಸದಂತೆ ಕ್ರಮ ವಹಿಸಿ ಮಕ್ಕಳ ಸುರಕ್ಷತೆಗೆ ಆದ್ಯತೆ ನೀಡಬೇಕು. ಈ ಬಗ್ಗೆ ಶಿಕ್ಷಣ ಇಲಾಖೆ ಎಚ್ಚೆತ್ತುಕೊಳ್ಳಲಿ. (100, 465, 302, 507)
paper-logo-badge (141, 223, 261, 249)
proverb-title: ವೇದ ಸುಳ್ಳಾದರೂ ಗಾದೆ ಸುಳ್ಳಾಗದು (101, 381, 301, 391)
section-name: ಮೈಸೂರು ನಗರ (168, 89, 262, 109)
